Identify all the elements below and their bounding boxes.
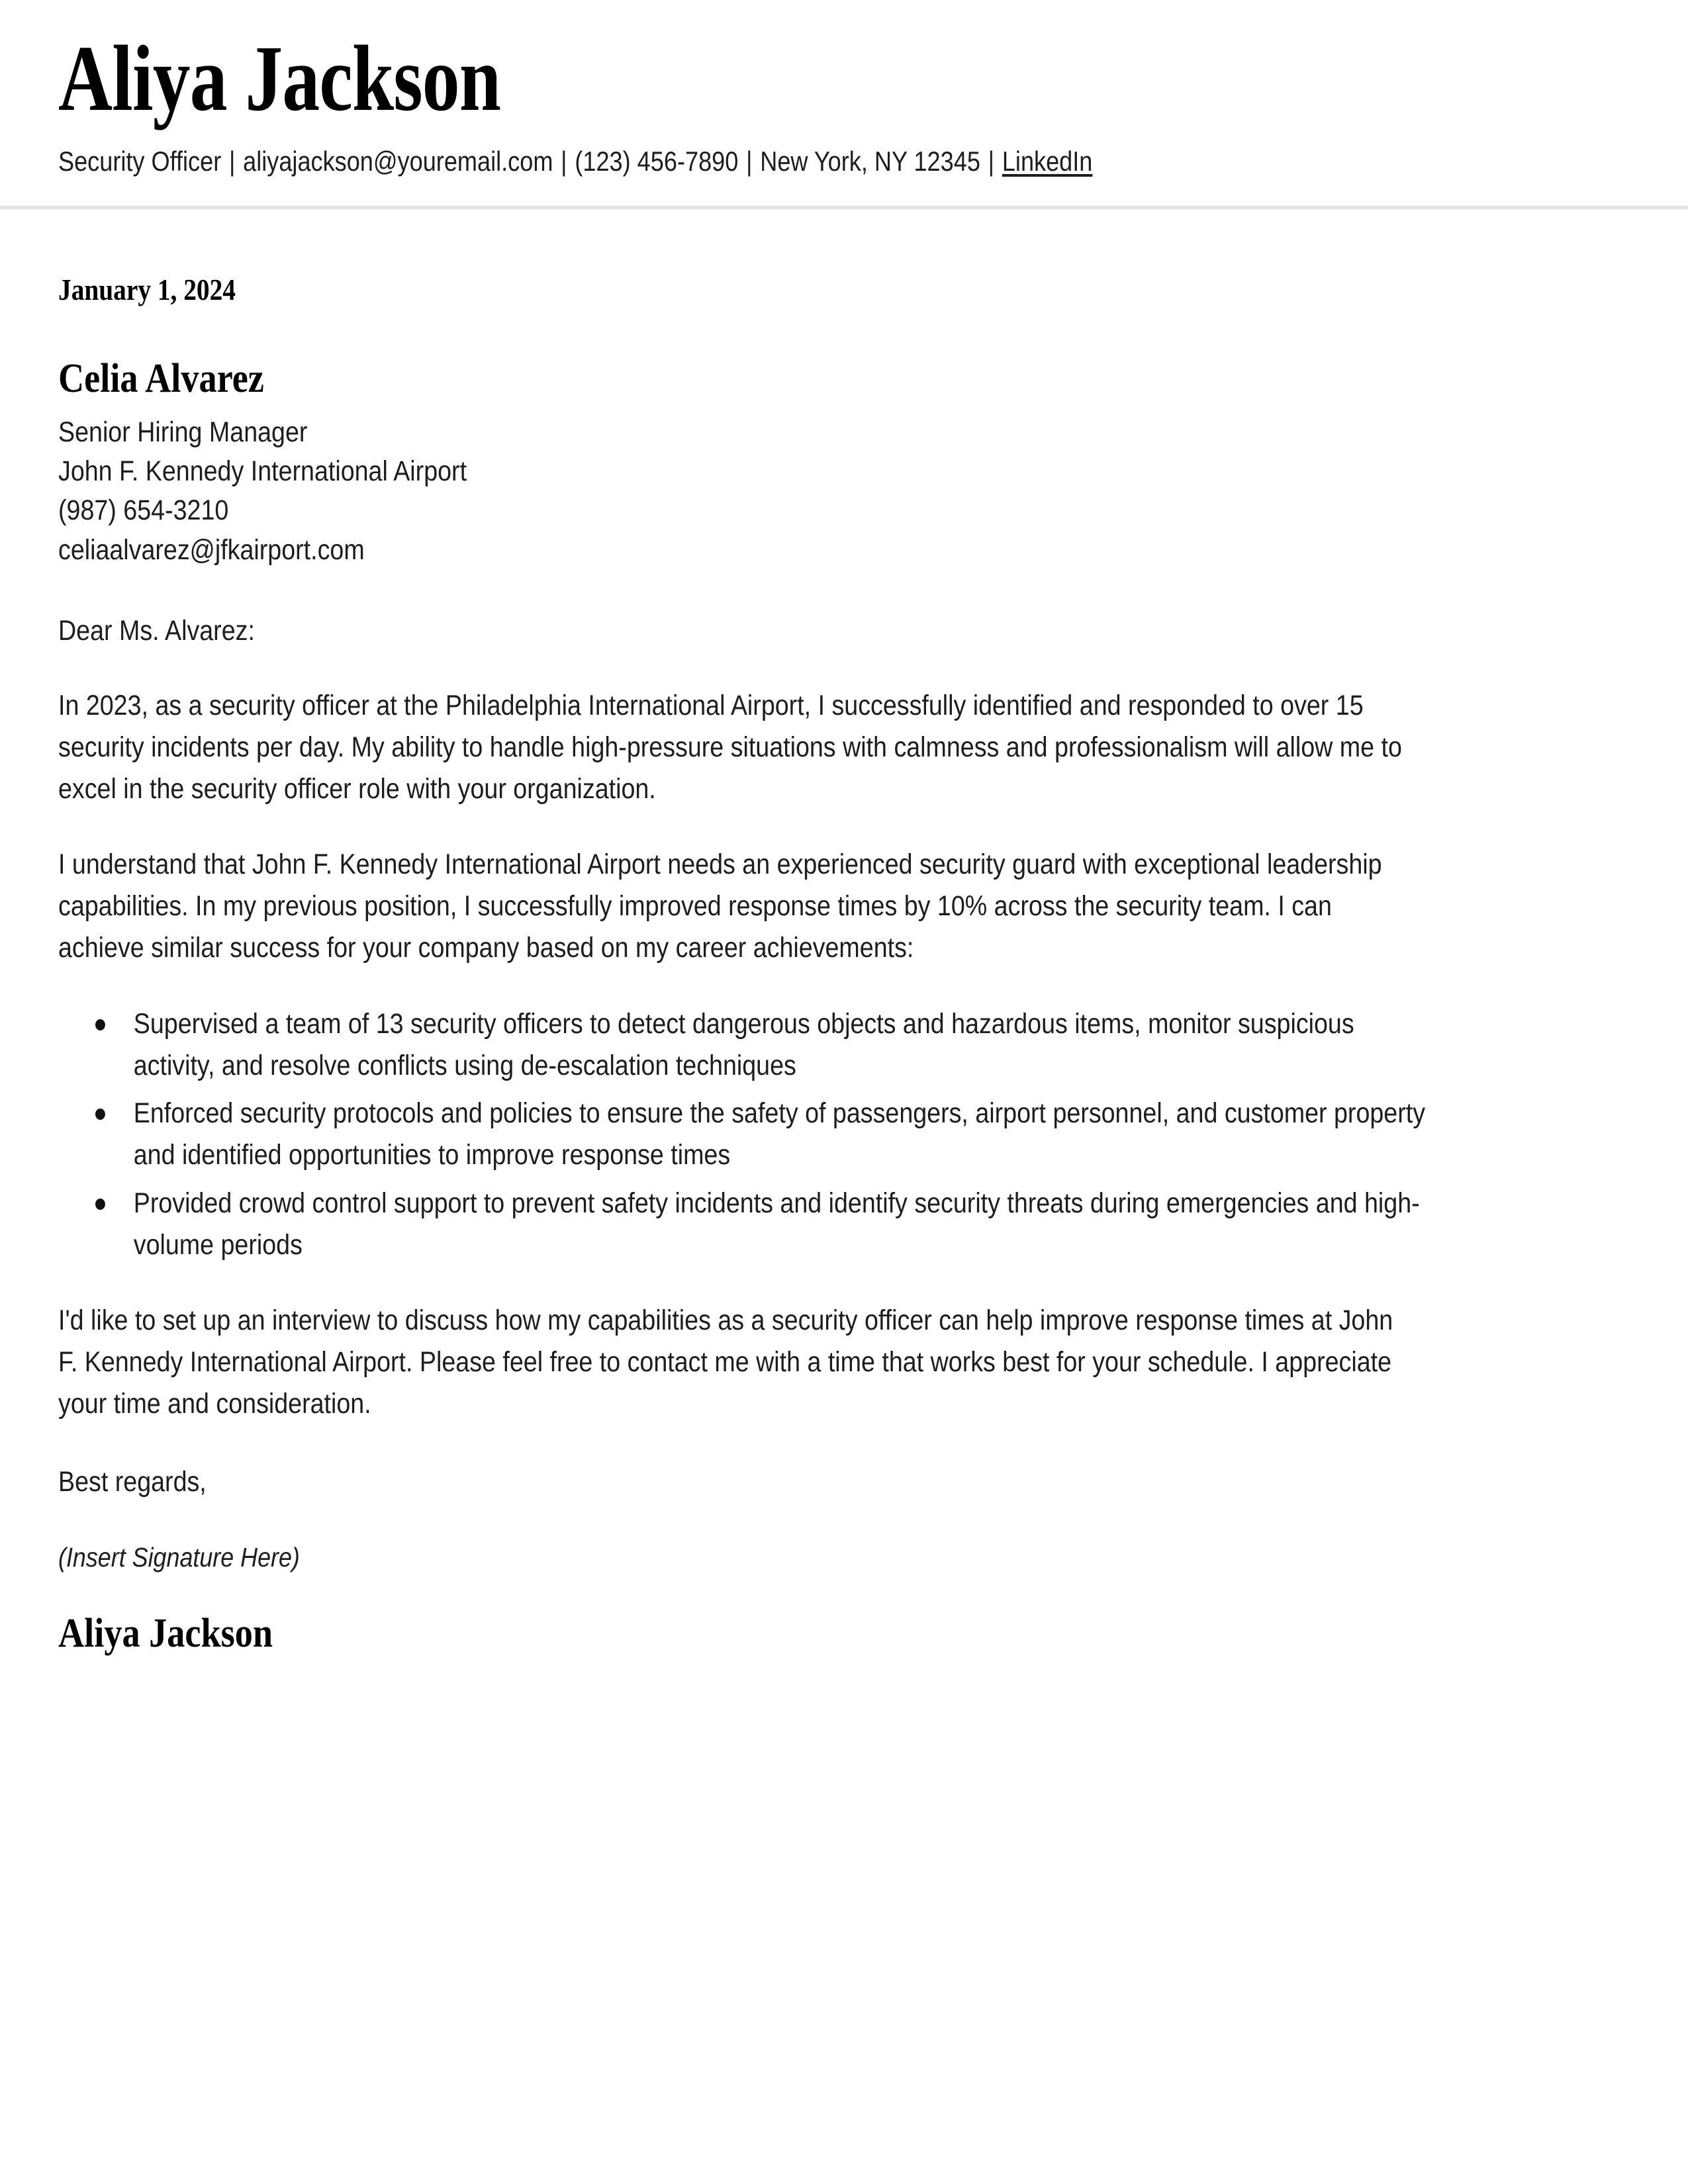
body-paragraph-1: In 2023, as a security officer at the Philadelphia International Airport, I successfully identified and responded to over 15 security incidents per day. My ability to handle high-pressure situations with calmness and professionalism will allow me to excel in the security officer role with your organization. [58,690,1402,805]
contact-separator-3: | [746,145,753,177]
bullet-icon [95,1019,105,1030]
salutation: Dear Ms. Alvarez: [58,614,255,647]
contact-separator-2: | [561,145,567,177]
bullet-icon [95,1199,105,1210]
achievements-list [58,1003,1433,1266]
contact-job-title: Security Officer [58,145,222,177]
signature-name: Aliya Jackson [58,1611,273,1657]
letter-header [58,0,1630,178]
recipient-name: Celia Alvarez [58,356,264,402]
closing-paragraph: I'd like to set up an interview to discuss how my capabilities as a security officer can help improve response times at John F. Kennedy International Airport. Please feel free to contact me with a time that works best for your schedule. I appreciate your time and consideration. [58,1304,1393,1420]
recipient-block [58,356,1630,570]
list-item [84,1003,1434,1087]
list-item [84,1183,1434,1266]
recipient-organization: John F. Kennedy International Airport [58,455,467,487]
contact-line [58,145,1410,178]
contact-location: New York, NY 12345 [760,145,980,177]
bullet-icon [95,1109,105,1120]
contact-separator-1: | [228,145,236,177]
signature-placeholder: (Insert Signature Here) [58,1541,300,1572]
list-item-text: Provided crowd control support to prevent safety incidents and identify security threats during emergencies and high-volume periods [133,1187,1420,1261]
recipient-email: celiaalvarez@jfkairport.com [58,533,365,566]
body-paragraph-2: I understand that John F. Kennedy International Airport needs an experienced security guard with exceptional leadership capabilities. In my previous position, I successfully improved response times by 10% across the security team. I can achieve similar success for your company based on my career achievements: [58,848,1382,964]
closing-salutation: Best regards, [58,1465,207,1498]
contact-separator-4: | [988,145,995,177]
contact-phone: (123) 456-7890 [575,145,739,177]
contact-email: aliyajackson@youremail.com [243,145,553,177]
list-item [84,1093,1434,1176]
list-item-text: Enforced security protocols and policies to ensure the safety of passengers, airport personnel, and customer property and identified opportunities to improve response times [133,1097,1426,1171]
recipient-title: Senior Hiring Manager [58,416,308,448]
letter-date: January 1, 2024 [58,273,236,307]
recipient-phone: (987) 654-3210 [58,494,229,527]
linkedin-link[interactable]: LinkedIn [1002,145,1093,177]
list-item-text: Supervised a team of 13 security officers to detect dangerous objects and hazardous items, monitor suspicious activity, and resolve conflicts using de-escalation techniques [133,1007,1354,1081]
letter-body [58,209,1630,1656]
page-title: Aliya Jackson [58,26,501,130]
